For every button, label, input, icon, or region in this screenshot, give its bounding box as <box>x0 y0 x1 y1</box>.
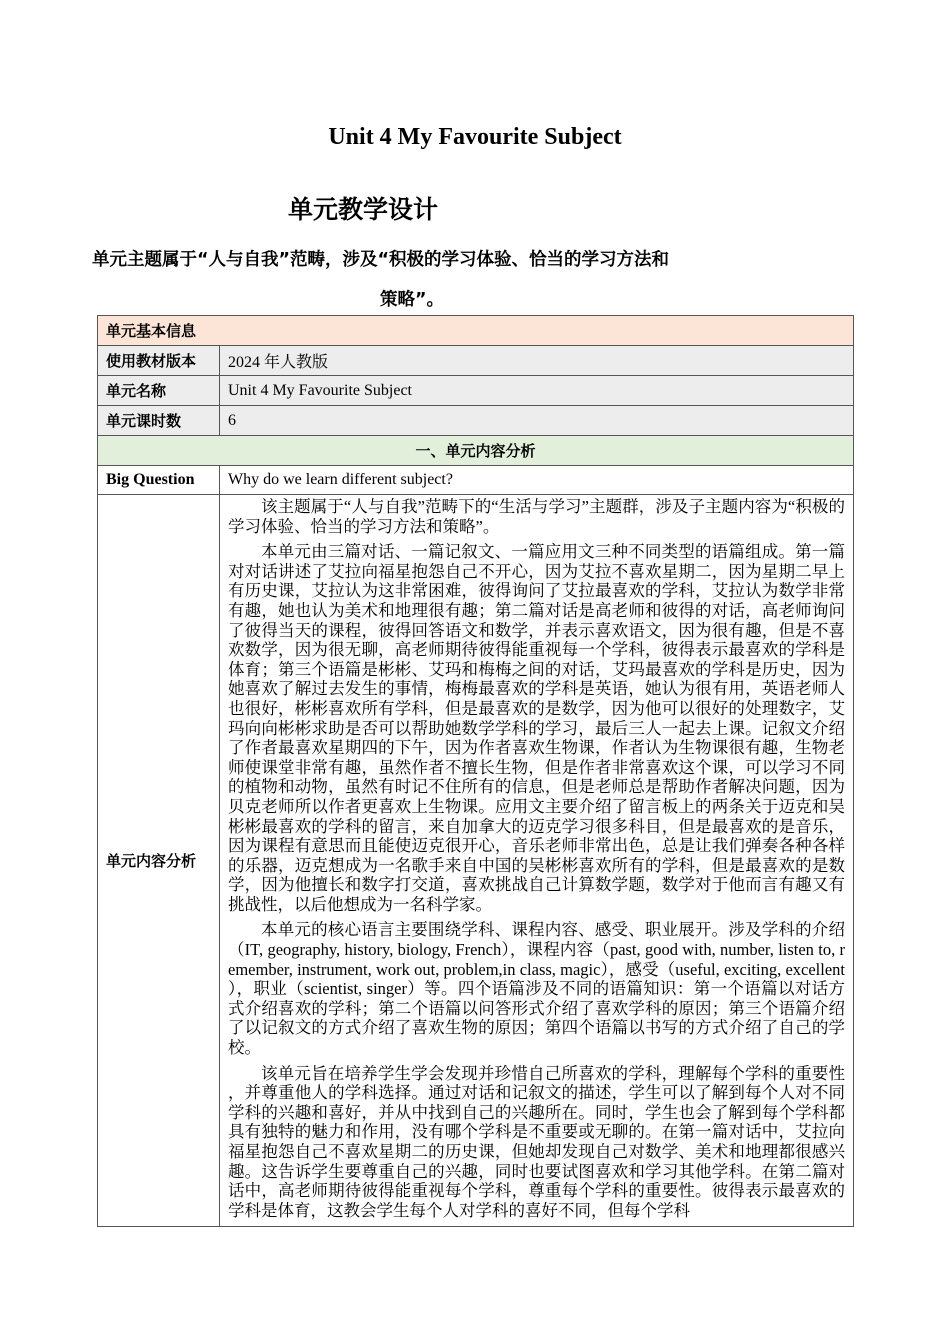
basic-info-header: 单元基本信息 <box>98 316 854 346</box>
textbook-value: 2024 年人教版 <box>220 346 854 376</box>
document-title: Unit 4 My Favourite Subject <box>328 124 622 150</box>
big-question-label: Big Question <box>98 466 220 495</box>
unit-name-row <box>98 376 854 406</box>
content-analysis-row <box>98 495 854 1227</box>
section-header-row <box>98 436 854 466</box>
content-paragraph: 该单元旨在培养学生学会发现并珍惜自己所喜欢的学科，理解每个学科的重要性，并尊重他人的学科选择。通过对话和记叙文的描述，学生可以了解到每个人对不同学科的兴趣和喜好，并从中找到自己的兴趣所在。同时，学生也会了解到每个学科都具有独特的魅力和作用，没有哪个学科是不重要或无聊的。在第一篇对话中，艾拉向福星抱怨自己不喜欢星期二的历史课，但她却发现自己对数学、美术和地理都很感兴趣。这告诉学生要尊重自己的兴趣，同时也要试图喜欢和学习其他学科。在第二篇对话中，高老师期待彼得能重视每个学科，尊重每个学科的重要性。彼得表示最喜欢的学科是体育，这教会学生每个人对学科的喜好不同，但每个学科 <box>228 1063 845 1220</box>
unit-name-label: 单元名称 <box>98 376 220 406</box>
intro-line-2: 策略”。 <box>380 290 445 310</box>
content-paragraph: 本单元的核心语言主要围绕学科、课程内容、感受、职业展开。涉及学科的介绍（IT, geography, history, biology, French），课程内容（past, good with, number, listen to, remember, instrument, work out, problem,in class, magic），感受（useful, exciting, excellent），职业（scientist, singer）等。四个语篇涉及不同的语篇知识：第一个语篇以对话方式介绍喜欢的学科；第二个语篇以问答形式介绍了喜欢学科的原因；第三个语篇介绍了以记叙文的方式介绍了喜欢生物的原因；第四个语篇以书写的方式介绍了自己的学校。 <box>228 920 845 1058</box>
content-paragraph: 该主题属于“人与自我”范畴下的“生活与学习”主题群，涉及子主题内容为“积极的学习体验、恰当的学习方法和策略”。 <box>228 497 845 536</box>
content-paragraph: 本单元由三篇对话、一篇记叙文、一篇应用文三种不同类型的语篇组成。第一篇对对话讲述了艾拉向福星抱怨自己不开心，因为艾拉不喜欢星期二，因为星期二早上有历史课，艾拉认为这非常困难，彼得询问了艾拉最喜欢的学科，艾拉认为数学非常有趣，她也认为美术和地理很有趣；第二篇对话是高老师和彼得的对话，高老师询问了彼得当天的课程，彼得回答语文和数学，并表示喜欢语文，因为很有趣，但是不喜欢数学，因为很无聊，高老师期待彼得能重视每一个学科，彼得表示最喜欢的学科是体育；第三个语篇是彬彬、艾玛和梅梅之间的对话，艾玛最喜欢的学科是历史，因为她喜欢了解过去发生的事情，梅梅最喜欢的学科是英语，她认为很有用，英语老师人也很好，彬彬喜欢所有学科，但是最喜欢的是数学，因为他可以很好的处理数字，艾玛向向彬彬求助是否可以帮助她数学学科的学习，最后三人一起去上课。记叙文介绍了作者最喜欢星期四的下午，因为作者喜欢生物课，作者认为生物课很有趣，生物老师使课堂非常有趣，虽然作者不擅长生物，但是作者非常喜欢这个课，可以学习不同的植物和动物，虽然有时记不住所有的信息，但是老师总是帮助作者解决问题，因为贝克老师所以作者更喜欢上生物课。应用文主要介绍了留言板上的两条关于迈克和吴彬彬最喜欢的学科的留言，来自加拿大的迈克学习很多科目，但是最喜欢的是音乐，因为课程有意思而且能使迈克很开心，音乐老师非常出色，总是让我们弹奏各种各样的乐器，迈克想成为一名歌手来自中国的吴彬彬喜欢所有的学科，但是最喜欢的是数学，因为他擅长和数字打交道，喜欢挑战自己计算数学题，数学对于他而言有趣又有挑战性，以后他想成为一名科学家。 <box>228 542 845 914</box>
content-analysis-label: 单元内容分析 <box>98 495 220 1227</box>
hours-label: 单元课时数 <box>98 406 220 436</box>
intro-line-1: 单元主题属于“人与自我”范畴，涉及“积极的学习体验、恰当的学习方法和 <box>92 250 670 270</box>
textbook-label: 使用教材版本 <box>98 346 220 376</box>
hours-value: 6 <box>220 406 854 436</box>
basic-info-header-row <box>98 316 854 346</box>
content-analysis-text <box>220 495 854 1227</box>
textbook-row <box>98 346 854 376</box>
hours-row <box>98 406 854 436</box>
unit-info-table <box>97 315 854 1227</box>
document-subtitle: 单元教学设计 <box>288 195 439 224</box>
big-question-value: Why do we learn different subject? <box>220 466 854 495</box>
unit-name-value: Unit 4 My Favourite Subject <box>220 376 854 406</box>
big-question-row <box>98 466 854 495</box>
section1-header: 一、单元内容分析 <box>98 436 854 466</box>
